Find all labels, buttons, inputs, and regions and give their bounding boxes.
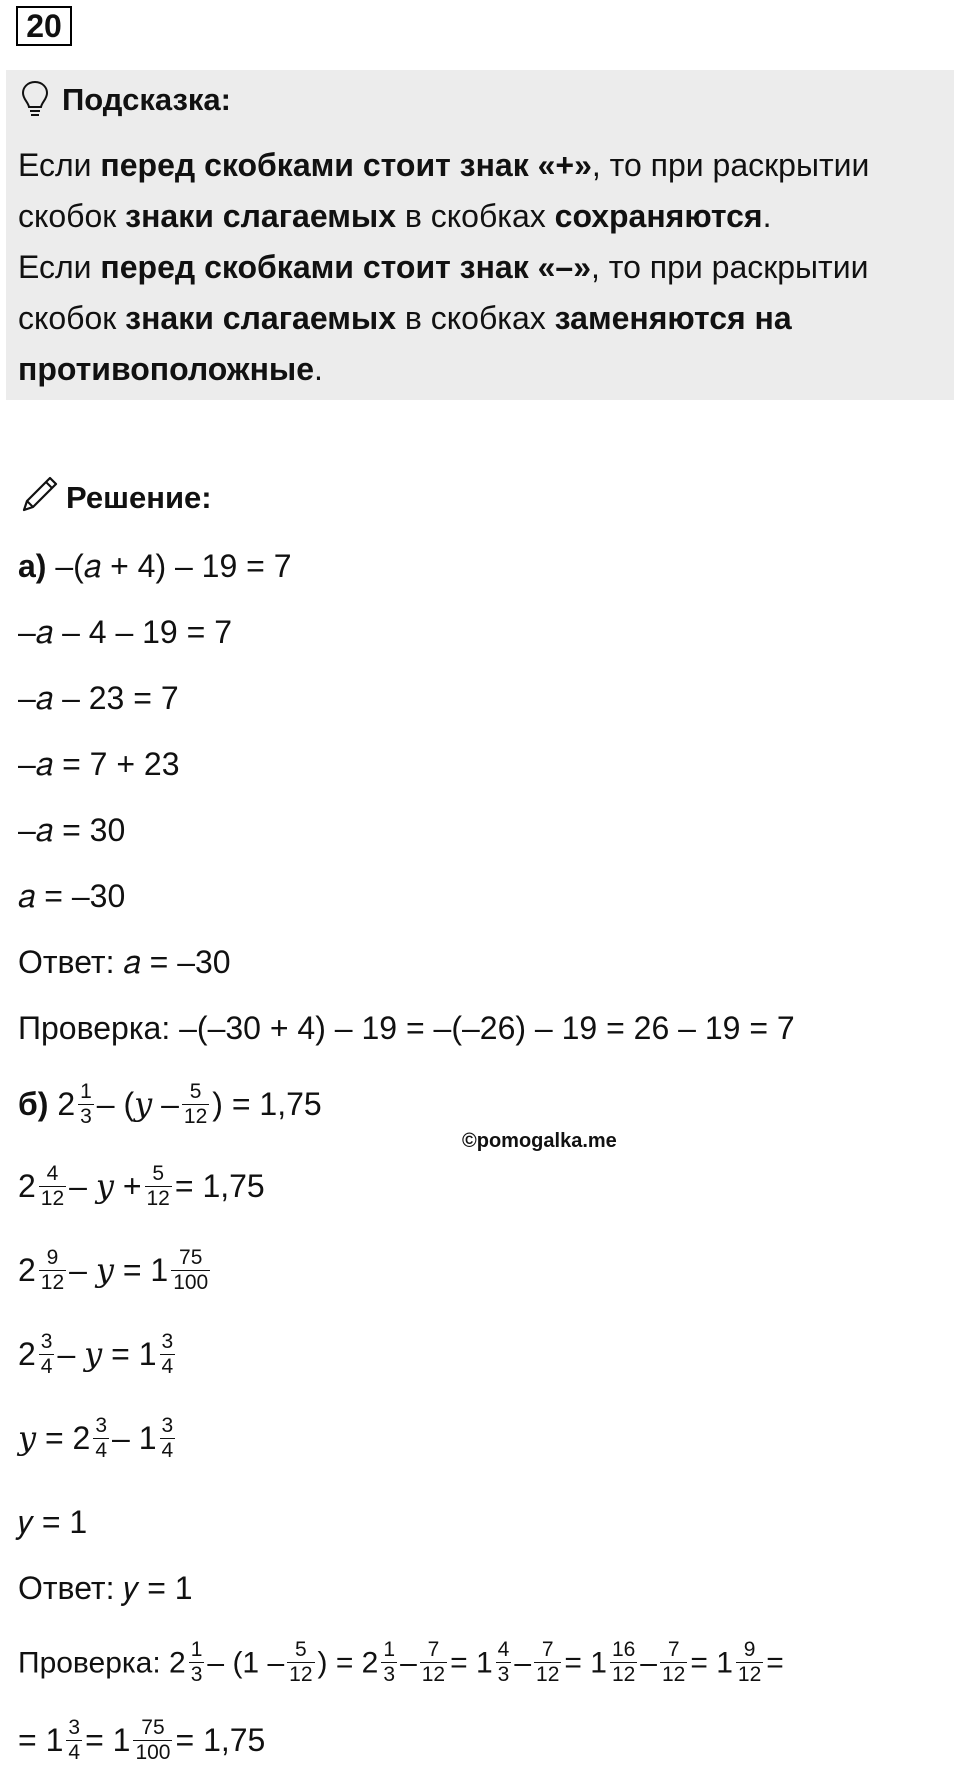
fraction: $\frac{9}{12}$	[40, 1246, 65, 1294]
hint-text	[18, 140, 948, 395]
fraction: $\frac{4}{12}$	[40, 1162, 65, 1210]
part-b-step-3: 2 $\frac{3}{4}$ – 𝑦 = 1 $\frac{3}{4}$	[18, 1330, 174, 1378]
fraction: $\frac{3}{4}$	[68, 1716, 81, 1764]
task-number: 20	[16, 6, 72, 46]
part-b-step-1: 2 $\frac{4}{12}$ – 𝑦 + $\frac{5}{12}$ = 1,75	[18, 1162, 265, 1210]
part-b-step-5: 𝑦 = 1	[18, 1504, 88, 1540]
fraction: $\frac{75}{100}$	[135, 1716, 171, 1764]
part-b-step-4: 𝑦 = 2 $\frac{3}{4}$ – 1 $\frac{3}{4}$	[18, 1414, 174, 1462]
part-b-check-line-2: = 1 $\frac{3}{4}$ = 1 $\frac{75}{100}$ = 1,75	[18, 1716, 266, 1764]
hint-paragraph-plus: Если перед скобками стоит знак «+», то при раскрытии скобок знаки слагаемых в скобках сохраняются.	[18, 147, 870, 234]
fraction: $\frac{3}{4}$	[161, 1414, 174, 1462]
solution-title: Решение:	[66, 480, 212, 515]
part-b-equation: б) 2 $\frac{1}{3}$ – (𝑦 – $\frac{5}{12}$ ) = 1,75	[18, 1080, 322, 1128]
fraction: $\frac{3}{4}$	[40, 1330, 53, 1378]
fraction: $\frac{4}{3}$	[497, 1638, 510, 1686]
fraction: $\frac{3}{4}$	[95, 1414, 108, 1462]
part-a-step-2: –𝑎 – 23 = 7	[18, 680, 179, 716]
watermark: ©pomogalka.me	[462, 1130, 617, 1152]
fraction: $\frac{5}{12}$	[289, 1638, 313, 1686]
part-a-step-1: –𝑎 – 4 – 19 = 7	[18, 614, 232, 650]
fraction: $\frac{16}{12}$	[611, 1638, 636, 1686]
part-b-check-line-1: Проверка: 2 $\frac{1}{3}$ – (1 – $\frac{5}{12}$ ) = 2 $\frac{1}{3}$ – $\frac{7}{12}$ = 1 $\frac{4}{3}$ – $\frac{7}{12}$ = 1 $\frac{16}{12}$ – $\frac{7}{12}$ = 1 $\frac{9}{12}$ =	[18, 1638, 784, 1686]
fraction: $\frac{5}{12}$	[183, 1080, 208, 1128]
lightbulb-icon	[20, 80, 50, 118]
part-a-equation: а) –(𝑎 + 4) – 19 = 7	[18, 548, 292, 584]
part-a-step-4: –𝑎 = 30	[18, 812, 126, 848]
pencil-icon	[20, 474, 60, 514]
fraction: $\frac{75}{100}$	[173, 1246, 209, 1294]
fraction: $\frac{9}{12}$	[737, 1638, 762, 1686]
part-b-answer: Ответ: 𝑦 = 1	[18, 1570, 193, 1606]
part-a-check: Проверка: –(–30 + 4) – 19 = –(–26) – 19 = 26 – 19 = 7	[18, 1010, 795, 1046]
fraction: $\frac{3}{4}$	[161, 1330, 174, 1378]
fraction: $\frac{7}{12}$	[661, 1638, 686, 1686]
part-b-step-2: 2 $\frac{9}{12}$ – 𝑦 = 1 $\frac{75}{100}$	[18, 1246, 209, 1294]
fraction: $\frac{1}{3}$	[80, 1080, 92, 1128]
fraction: $\frac{1}{3}$	[190, 1638, 203, 1686]
part-a-step-5: 𝑎 = –30	[18, 878, 126, 914]
fraction: $\frac{7}{12}$	[536, 1638, 560, 1686]
fraction: $\frac{7}{12}$	[421, 1638, 446, 1686]
fraction: $\frac{5}{12}$	[146, 1162, 170, 1210]
part-a-step-3: –𝑎 = 7 + 23	[18, 746, 180, 782]
fraction: $\frac{1}{3}$	[383, 1638, 396, 1686]
hint-title: Подсказка:	[62, 82, 231, 117]
part-a-answer: Ответ: 𝑎 = –30	[18, 944, 231, 980]
hint-paragraph-minus: Если перед скобками стоит знак «–», то при раскрытии скобок знаки слагаемых в скобках заменяются на противоположные.	[18, 249, 869, 387]
